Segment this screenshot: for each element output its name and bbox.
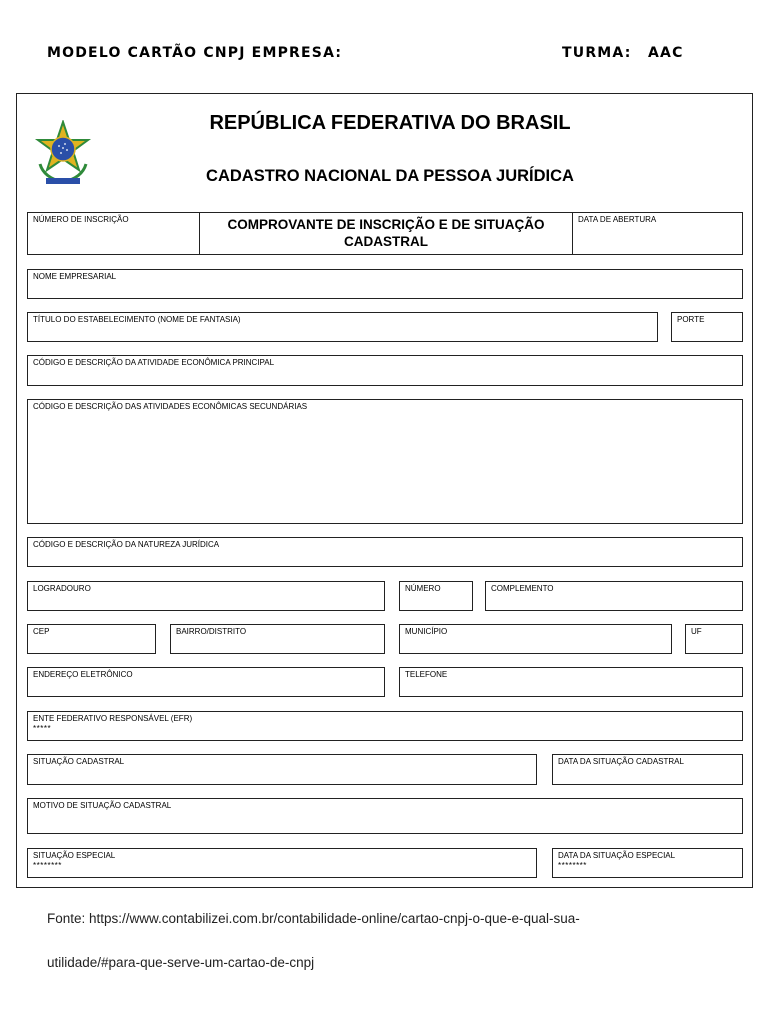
field-telefone (399, 667, 743, 697)
card-subtitle: CADASTRO NACIONAL DA PESSOA JURÍDICA (206, 167, 574, 185)
field-motivo-situacao (27, 798, 743, 834)
brazil-coat-of-arms-icon (32, 120, 94, 188)
field-label: BAIRRO/DISTRITO (176, 627, 247, 636)
field-nome-empresarial (27, 269, 743, 299)
field-value: ******** (33, 861, 62, 870)
field-label: DATA DA SITUAÇÃO CADASTRAL (558, 757, 684, 766)
field-label: DATA DE ABERTURA (578, 215, 657, 224)
field-value: ***** (33, 724, 52, 733)
field-label: NÚMERO (405, 584, 441, 593)
field-cep (27, 624, 156, 654)
field-uf (685, 624, 743, 654)
field-label: LOGRADOURO (33, 584, 91, 593)
comprovante-title: COMPROVANTE DE INSCRIÇÃO E DE SITUAÇÃO CADASTRAL (227, 217, 545, 249)
field-data-situacao-cadastral (552, 754, 743, 785)
field-complemento (485, 581, 743, 611)
source-line-2: utilidade/#para-que-serve-um-cartao-de-cnpj (47, 955, 315, 970)
turma-label: TURMA: (562, 45, 632, 61)
field-data-abertura (572, 212, 743, 255)
field-value: ******** (558, 861, 587, 870)
field-label: SITUAÇÃO ESPECIAL (33, 851, 116, 860)
field-bairro (170, 624, 385, 654)
field-data-situacao-especial (552, 848, 743, 878)
source-line-1: Fonte: https://www.contabilizei.com.br/contabilidade-online/cartao-cnpj-o-que-e-qual-sua- (47, 911, 580, 926)
field-label: UF (691, 627, 702, 636)
field-numero (399, 581, 473, 611)
field-label: TÍTULO DO ESTABELECIMENTO (NOME DE FANTASIA) (33, 315, 241, 324)
field-label: CÓDIGO E DESCRIÇÃO DA ATIVIDADE ECONÔMICA PRINCIPAL (33, 358, 275, 367)
field-label: COMPLEMENTO (491, 584, 554, 593)
field-titulo-estabelecimento (27, 312, 658, 342)
field-porte (671, 312, 743, 342)
field-label: NOME EMPRESARIAL (33, 272, 117, 281)
field-label: MOTIVO DE SITUAÇÃO CADASTRAL (33, 801, 172, 810)
document-heading: MODELO CARTÃO CNPJ EMPRESA: (47, 45, 343, 61)
field-situacao-cadastral (27, 754, 537, 785)
field-label: DATA DA SITUAÇÃO ESPECIAL (558, 851, 676, 860)
comprovante-box (199, 212, 573, 255)
field-label: MUNICÍPIO (405, 627, 448, 636)
field-label: CEP (33, 627, 50, 636)
field-label: PORTE (677, 315, 705, 324)
field-label: SITUAÇÃO CADASTRAL (33, 757, 125, 766)
field-municipio (399, 624, 672, 654)
field-label: NÚMERO DE INSCRIÇÃO (33, 215, 129, 224)
field-atividade-principal (27, 355, 743, 386)
field-natureza-juridica (27, 537, 743, 567)
field-situacao-especial (27, 848, 537, 878)
field-label: ENDEREÇO ELETRÔNICO (33, 670, 133, 679)
field-label: TELEFONE (405, 670, 448, 679)
field-label: CÓDIGO E DESCRIÇÃO DAS ATIVIDADES ECONÔMICAS SECUNDÁRIAS (33, 402, 308, 411)
card-title: REPÚBLICA FEDERATIVA DO BRASIL (209, 112, 571, 134)
field-atividades-secundarias (27, 399, 743, 524)
field-endereco-eletronico (27, 667, 385, 697)
field-label: CÓDIGO E DESCRIÇÃO DA NATUREZA JURÍDICA (33, 540, 220, 549)
field-logradouro (27, 581, 385, 611)
field-efr (27, 711, 743, 741)
field-numero-inscricao (27, 212, 200, 255)
field-label: ENTE FEDERATIVO RESPONSÁVEL (EFR) (33, 714, 193, 723)
turma-value: AAC (648, 45, 684, 61)
